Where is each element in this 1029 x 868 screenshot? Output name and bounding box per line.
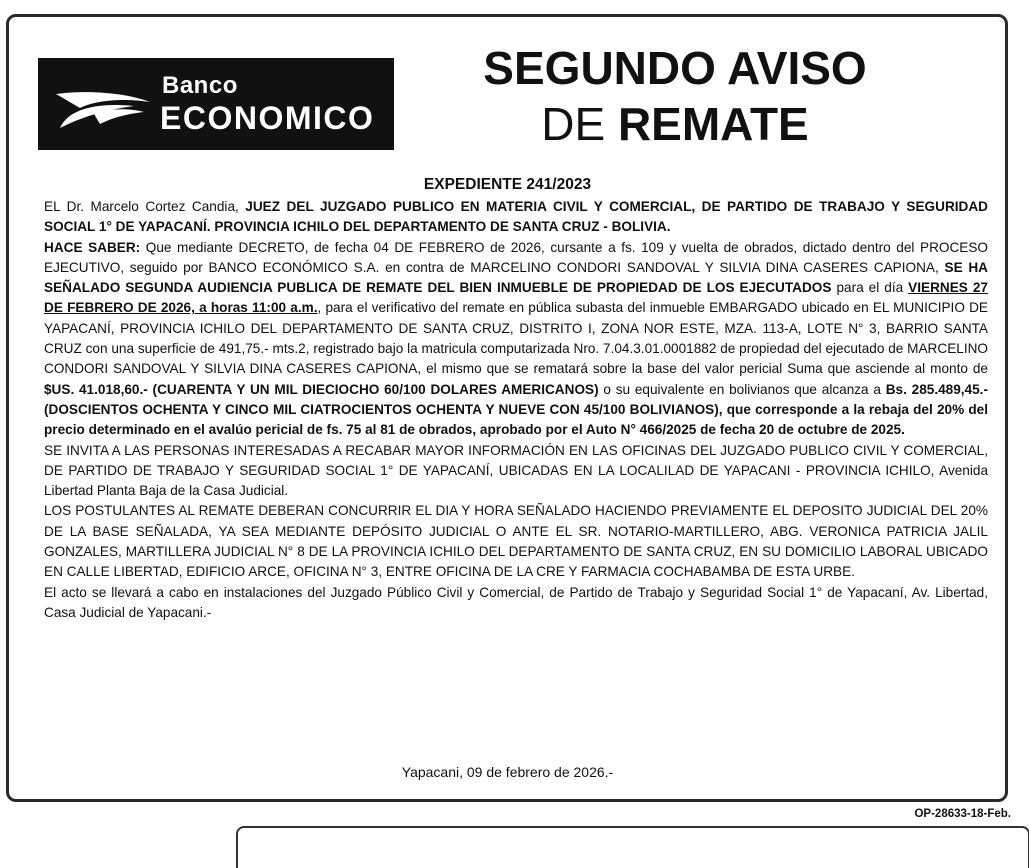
bank-swoosh-icon bbox=[54, 88, 154, 130]
decree-text: Que mediante DECRETO, de fecha 04 DE FEBRERO de 2026, cursante a fs. 109 y vuelta de obrados, dictado dentro del PROCESO EJECUTIVO, seguido por BANCO ECONÓMICO S.A. en contra de MARCELINO CONDORI SANDOVAL Y SILVIA DINA CASERES CAPIONA, bbox=[44, 239, 988, 275]
notice-body bbox=[44, 197, 988, 623]
paragraph-judge bbox=[44, 197, 988, 238]
paragraph-hace-saber bbox=[44, 238, 988, 441]
invitation-address: Avenida Libertad Planta Baja de la Casa Judicial. bbox=[44, 462, 988, 499]
title-line2-bold: REMATE bbox=[617, 98, 809, 150]
title-line2 bbox=[440, 96, 910, 152]
title-line1: SEGUNDO AVISO bbox=[483, 42, 867, 94]
next-notice-border bbox=[236, 826, 1029, 868]
paragraph-postulants: LOS POSTULANTES AL REMATE DEBERAN CONCURRIR EL DIA Y HORA SEÑALADO HACIENDO PREVIAMENTE EL DEPOSITO JUDICIAL DEL 20% DE LA BASE SEÑALADA, YA SEA MEDIANTE DEPÓSITO JUDICIAL O ANTE EL SR. NOTARIO-MARTILLERO, ABG. VERONICA PATRICIA JALIL GONZALES, MARTILLERA JUDICIAL N° 8 DE LA PROVINCIA ICHILO DEL DEPARTAMENTO DE SANTA CRUZ, EN SU DOMICILIO LABORAL UBICADO EN CALLE LIBERTAD, EDIFICIO ARCE, OFICINA N° 3, ENTRE OFICINA DE LA CRE Y FARMACIA COCHABAMBA DE ESTA URBE. bbox=[44, 503, 988, 580]
equivalent-intro: o su equivalente en bolivianos que alcanza a bbox=[598, 381, 886, 397]
judge-name: EL Dr. Marcelo Cortez Candia, bbox=[44, 199, 246, 214]
hace-saber-label: HACE SABER: bbox=[44, 239, 141, 255]
invitation-text: SE INVITA A LAS PERSONAS INTERESADAS A RECABAR MAYOR INFORMACIÓN EN LAS OFICINAS DEL JUZGADO PUBLICO CIVIL Y COMERCIAL, DE PARTIDO DE TRABAJO Y SEGURIDAD SOCIAL 1° DE YAPACANÍ, UBICADAS EN LA LOCALILAD DE YAPACANI - PROVINCIA ICHILO, bbox=[44, 442, 988, 478]
auction-announcement: SE HA SEÑALADO SEGUNDA AUDIENCIA PUBLICA DE REMATE DEL BIEN INMUEBLE DE PROPIEDAD DE LOS EJECUTADOS bbox=[44, 259, 989, 296]
paragraph-invitation bbox=[44, 441, 988, 502]
bank-name-line2: ECONOMICO bbox=[160, 100, 375, 136]
date-intro: para el día bbox=[831, 280, 909, 296]
court-name: JUEZ DEL JUZGADO PUBLICO EN MATERIA CIVIL Y COMERCIAL, DE PARTIDO DE TRABAJO Y SEGURIDAD SOCIAL 1° DE YAPACANÍ. PROVINCIA ICHILO DEL DEPARTAMENTO DE SANTA CRUZ - BOLIVIA. bbox=[44, 199, 988, 235]
paragraph-venue: El acto se llevará a cabo en instalaciones del Juzgado Público Civil y Comercial, de Partido de Trabajo y Seguridad Social 1° de Yapacaní, Av. Libertad, Casa Judicial de Yapacani.- bbox=[44, 584, 988, 620]
bank-name-line1: Banco bbox=[162, 72, 238, 99]
notice-title bbox=[440, 40, 910, 152]
title-line2-prefix: DE bbox=[541, 98, 618, 150]
publication-reference: OP-28633-18-Feb. bbox=[914, 808, 1011, 820]
auction-date: VIERNES 27 DE FEBRERO DE 2026, a horas 11:00 a.m. bbox=[44, 280, 988, 316]
signature-line: Yapacani, 09 de febrero de 2026.- bbox=[401, 764, 614, 780]
base-value-bs: Bs. 285.489,45.- (DOSCIENTOS OCHENTA Y CINCO MIL CIATROCIENTOS OCHENTA Y NUEVE CON 45/100 BOLIVIANOS), que corresponde a la rebaja del 20% del precio determinado en el avalúo pericial de fs. 75 al 81 de obrados, aprobado por el Auto N° 466/2025 de fecha 20 de octubre de 2025. bbox=[44, 381, 988, 438]
property-description: , para el verificativo del remate en pública subasta del inmueble EMBARGADO ubicado en EL MUNICIPIO DE YAPACANÍ, PROVINCIA ICHILO DEL DEPARTAMENTO DE SANTA CRUZ, DISTRITO I, ZONA NOR ESTE, MZA. 113-A, LOTE N° 3, BARRIO SANTA CRUZ con una superficie de 491,75.- mts.2, registrado bajo la matricula computarizada Nro. 7.04.3.01.0001882 de propiedad del ejecutado de MARCELINO CONDORI SANDOVAL Y SILVIA DINA CASERES CAPIONA, el mismo que se rematará sobre la base del valor pericial Suma que asciende al monto de bbox=[44, 300, 989, 377]
expediente-number: EXPEDIENTE 241/2023 bbox=[423, 176, 592, 193]
base-value-usd: $US. 41.018,60.- (CUARENTA Y UN MIL DIECIOCHO 60/100 DOLARES AMERICANOS) bbox=[44, 381, 599, 397]
bank-logo bbox=[38, 58, 394, 150]
